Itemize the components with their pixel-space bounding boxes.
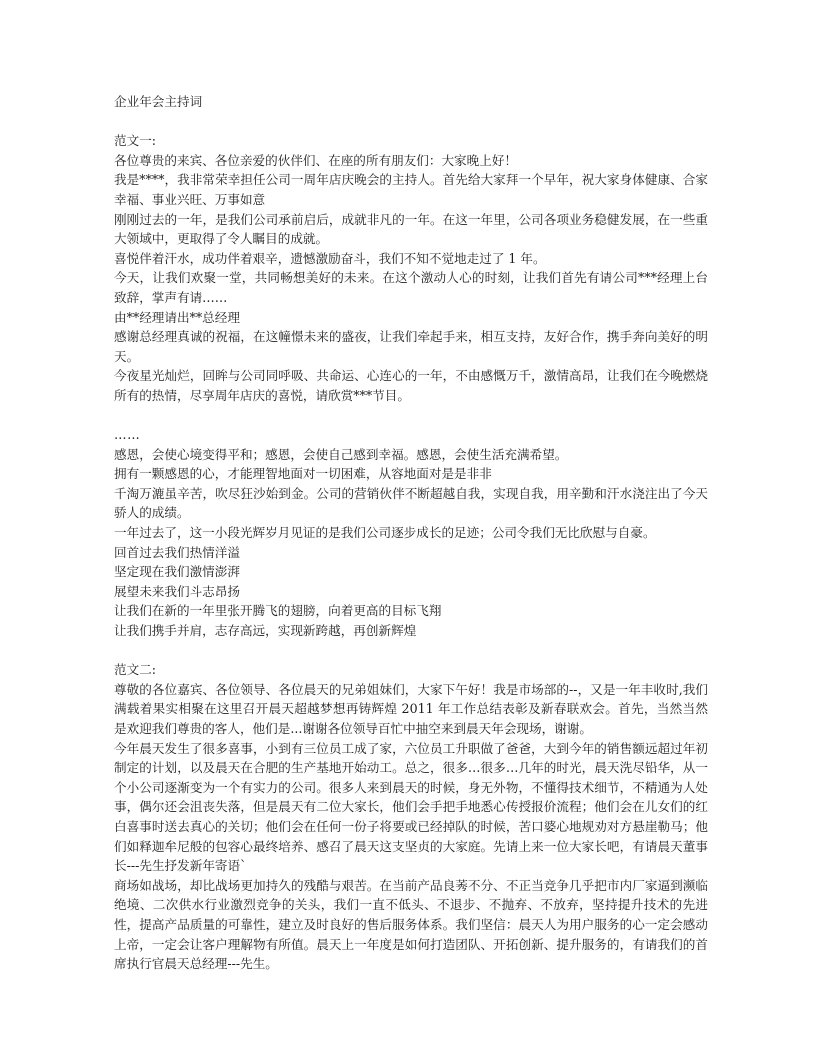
paragraph: 拥有一颗感恩的心，才能理智地面对一切困难，从容地面对是是非非: [114, 466, 492, 482]
paragraph: 感恩，会使心境变得平和；感恩，会使自己感到幸福。感恩，会使生活充满希望。: [114, 446, 568, 462]
paragraph: 今年晨天发生了很多喜事，小到有三位员工成了家，六位员工升职做了爸爸，大到今年的销售额远超过年初制定的计划，以及晨天在合肥的生产基地开始动工。总之，很多…很多…几年的时光，晨天洗尽铅华，从一个小公司逐渐变为一个有实力的公司。很多人来到晨天的时候，身无外物，不懂得技术细节，不精通为人处事，偶尔还会沮丧失落，但是晨天有二位大家长，他们会手把手地悉心传授报价流程；他们会在儿女们的红白喜事时送去真心的关切；他们会在任何一份子将要或已经掉队的时候，苦口婆心地规劝对方悬崖勒马；他们如释迦牟尼般的包容心最终培养、感召了晨天这支坚贞的大家庭。先请上来一位大家长吧，有请晨天董事长---先生抒发新年寄语`: [114, 740, 708, 874]
paragraph: 让我们在新的一年里张开腾飞的翅膀，向着更高的目标飞翔: [114, 603, 442, 619]
spacer-line: [114, 641, 708, 661]
paragraph: 一年过去了，这一小段光辉岁月见证的是我们公司逐步成长的足迹；公司令我们无比欣慰与自豪。: [114, 525, 656, 541]
paragraph: 尊敬的各位嘉宾、各位领导、各位晨天的兄弟姐妹们，大家下午好！我是市场部的--，又是一年丰收时,我们满载着果实相聚在这里召开晨天超越梦想再铸辉煌 2011 年工作总结表彰及新春联欢会。首先，当然当然是欢迎我们尊贵的客人，他们是...谢谢各位领导百忙中抽空来到晨天年会现场，谢谢。: [114, 681, 708, 736]
paragraph: 让我们携手并肩，志存高远，实现新跨越，再创新辉煌: [114, 623, 417, 639]
paragraph: 回首过去我们热情洋溢: [114, 544, 240, 560]
paragraph: 刚刚过去的一年，是我们公司承前启后，成就非凡的一年。在这一年里，公司各项业务稳健发展，在一些重大领域中，更取得了令人瞩目的成就。: [114, 211, 708, 247]
section-heading-1: 范文一:: [114, 133, 157, 149]
spacer-line: [114, 406, 708, 426]
paragraph: 今夜星光灿烂，回眸与公司同呼吸、共命运、心连心的一年，不由感慨万千，激情高昂，让我们在今晚燃烧所有的热情，尽享周年店庆的喜悦，请欣赏***节目。: [114, 368, 708, 403]
section-heading-2: 范文二:: [114, 662, 157, 678]
paragraph: 坚定现在我们激情澎湃: [114, 564, 240, 580]
paragraph: 千淘万漉虽辛苦，吹尽狂沙始到金。公司的营销伙伴不断超越自我，实现自我，用辛勤和汗水浇注出了今天骄人的成绩。: [114, 485, 708, 521]
paragraph: 感谢总经理真诚的祝福，在这幢憬未来的盛夜，让我们牵起手来，相互支持，友好合作，携手奔向美好的明天。: [114, 329, 708, 364]
ellipsis-line: ……: [114, 427, 141, 443]
paragraph: 各位尊贵的来宾、各位亲爱的伙伴们、在座的所有朋友们：大家晚上好！: [114, 152, 517, 168]
spacer-line: [114, 112, 708, 132]
paragraph: 今天，让我们欢聚一堂，共同畅想美好的未来。在这个激动人心的时刻，让我们首先有请公司***经理上台致辞，掌声有请……: [114, 270, 708, 305]
paragraph: 展望未来我们斗志昂扬: [114, 583, 240, 599]
document-body: [114, 92, 708, 974]
paragraph: 商场如战场，却比战场更加持久的残酷与艰苦。在当前产品良莠不分、不正当竞争几乎把市内厂家逼到濒临绝境、二次供水行业激烈竞争的关头，我们一直不低头、不退步、不抛弃、不放弃，坚持提升技术的先进性，提高产品质量的可靠性，建立及时良好的售后服务体系。我们坚信：晨天人为用户服务的心一定会感动上帝，一定会让客户理解物有所值。晨天上一年度是如何打造团队、开拓创新、提升服务的，有请我们的首席执行官晨天总经理---先生。: [114, 877, 708, 972]
paragraph: 喜悦伴着汗水，成功伴着艰辛，遗憾激励奋斗，我们不知不觉地走过了 1 年。: [114, 250, 546, 266]
paragraph: 由**经理请出**总经理: [114, 309, 240, 325]
page-title: 企业年会主持词: [114, 94, 203, 109]
paragraph: 我是****，我非常荣幸担任公司一周年店庆晚会的主持人。首先给大家拜一个早年，祝大家身体健康、合家幸福、事业兴旺、万事如意: [114, 172, 708, 207]
